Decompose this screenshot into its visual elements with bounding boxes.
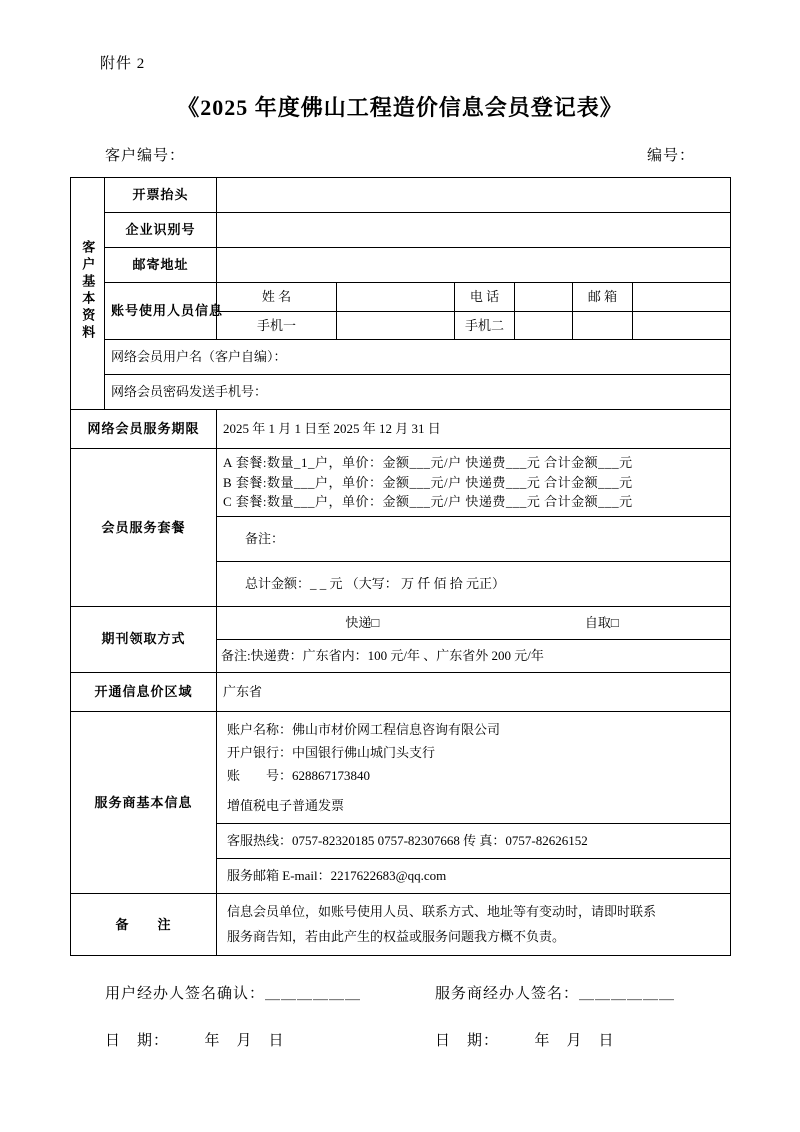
field-mobile2[interactable] <box>515 311 573 340</box>
date-right-label: 日 期： <box>435 1033 500 1050</box>
field-mobile-extra1[interactable] <box>573 311 633 340</box>
note-value <box>217 894 731 956</box>
field-tax-id[interactable] <box>217 213 731 248</box>
label-note: 备 注 <box>71 894 217 956</box>
field-package-remark[interactable]: 备注： <box>217 516 731 561</box>
code-row <box>105 144 720 165</box>
table-row <box>71 340 731 375</box>
label-phone: 电 话 <box>455 283 515 312</box>
label-region: 开通信息价区域 <box>71 672 217 711</box>
label-mobile2: 手机二 <box>455 311 515 340</box>
pickup-options[interactable] <box>217 606 731 672</box>
user-signature-label[interactable]: 用户经办人签名确认：＿＿＿＿＿＿ <box>105 986 362 1003</box>
label-name: 姓 名 <box>217 283 337 312</box>
row-label-mail-address: 邮寄地址 <box>105 248 217 283</box>
pickup-note: 备注:快递费：广东省内：100 元/年 、广东省外 200 元/年 <box>221 647 544 663</box>
package-a: A 套餐:数量_1_户，单价：金额___元/户 快递费___元 合计金额___元 <box>223 455 633 470</box>
field-email[interactable] <box>633 283 731 312</box>
date-right[interactable] <box>435 1029 615 1050</box>
label-package: 会员服务套餐 <box>71 449 217 607</box>
table-row <box>71 283 731 312</box>
provider-bank-block <box>217 711 731 824</box>
field-total-amount[interactable]: 总计金额：_ _ 元 （大写： 万 仟 佰 拾 元正） <box>217 561 731 606</box>
table-row <box>71 449 731 517</box>
value-region: 广东省 <box>217 672 731 711</box>
option-self-pickup[interactable]: 自取□ <box>474 607 731 640</box>
label-pickup: 期刊领取方式 <box>71 606 217 672</box>
provider-email: 服务邮箱 E-mail：2217622683@qq.com <box>217 859 731 894</box>
table-row <box>71 711 731 824</box>
table-row <box>71 894 731 956</box>
signature-section <box>70 982 730 1050</box>
package-c: C 套餐:数量___户，单价：金额___元/户 快递费___元 合计金额___元 <box>223 494 633 509</box>
customer-no-label: 客户编号： <box>105 148 186 164</box>
date-left-value: 年 月 日 <box>204 1033 285 1050</box>
value-service-period: 2025 年 1 月 1 日至 2025 年 12 月 31 日 <box>217 410 731 449</box>
row-label-tax-id: 企业识别号 <box>105 213 217 248</box>
table-row <box>71 606 731 672</box>
field-name[interactable] <box>337 283 455 312</box>
label-mobile1: 手机一 <box>217 311 337 340</box>
provider-account-name: 账户名称：佛山市材价网工程信息咨询有限公司 <box>227 721 501 737</box>
row-label-invoice-title: 开票抬头 <box>105 178 217 213</box>
row-label-account-user: 账号使用人员信息 <box>105 283 217 340</box>
field-mail-address[interactable] <box>217 248 731 283</box>
provider-account-no: 账 号：628867173840 <box>227 768 371 784</box>
note-line-1: 信息会员单位，如账号使用人员、联系方式、地址等有变动时，请即时联系 <box>227 904 657 920</box>
label-email: 邮 箱 <box>573 283 633 312</box>
package-b: B 套餐:数量___户，单价：金额___元/户 快递费___元 合计金额___元 <box>223 474 633 490</box>
table-row <box>71 672 731 711</box>
field-phone[interactable] <box>515 283 573 312</box>
label-service-period: 网络会员服务期限 <box>71 410 217 449</box>
registration-table <box>70 177 731 956</box>
no-label: 编号： <box>646 148 695 164</box>
note-line-2: 服务商告知，若由此产生的权益或服务问题我方概不负责。 <box>227 928 566 944</box>
attachment-label: 附件 2 <box>100 56 146 72</box>
label-provider: 服务商基本信息 <box>71 711 217 894</box>
section-basic-label: 客户基本资料 <box>71 178 105 410</box>
field-web-password-phone[interactable]: 网络会员密码发送手机号： <box>105 375 731 410</box>
field-mobile1[interactable] <box>337 311 455 340</box>
table-row <box>71 248 731 283</box>
table-row <box>71 375 731 410</box>
date-right-value: 年 月 日 <box>534 1033 615 1050</box>
table-row <box>71 410 731 449</box>
field-web-username[interactable]: 网络会员用户名（客户自编）： <box>105 340 731 375</box>
date-left[interactable] <box>105 1029 435 1050</box>
table-row <box>71 213 731 248</box>
table-row <box>71 178 731 213</box>
option-express[interactable]: 快递□ <box>217 607 474 640</box>
provider-signature-label[interactable]: 服务商经办人签名：＿＿＿＿＿＿ <box>435 986 676 1003</box>
provider-invoice-type: 增值税电子普通发票 <box>227 797 345 813</box>
field-invoice-title[interactable] <box>217 178 731 213</box>
provider-hotline: 客服热线：0757-82320185 0757-82307668 传 真：0757-82626152 <box>217 824 731 859</box>
provider-bank: 开户银行：中国银行佛山城门头支行 <box>227 744 436 760</box>
field-mobile-extra2[interactable] <box>633 311 731 340</box>
date-left-label: 日 期： <box>105 1033 170 1050</box>
page-title: 《2025 年度佛山工程造价信息会员登记表》 <box>177 95 623 120</box>
package-options[interactable] <box>217 449 731 517</box>
